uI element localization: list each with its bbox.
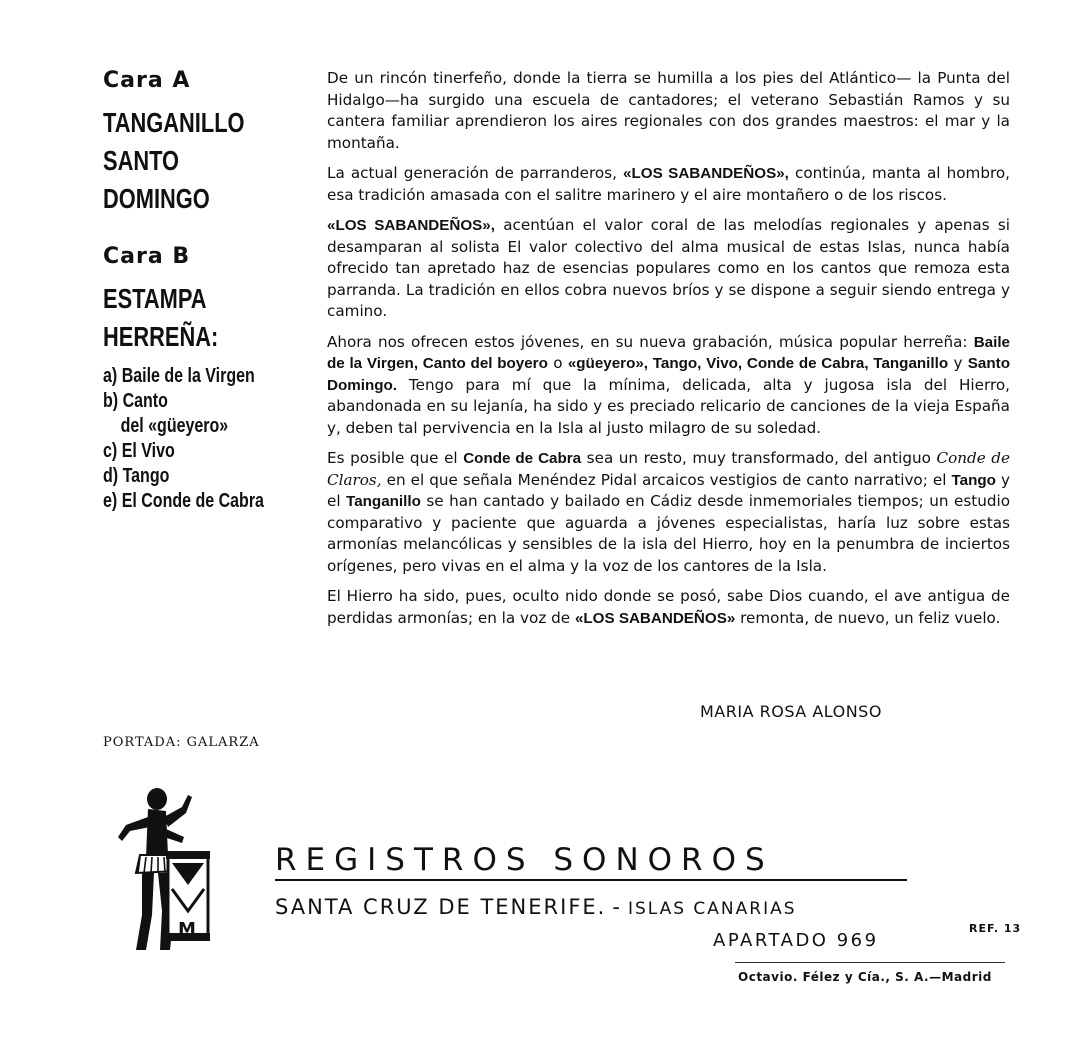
paragraph-3: «LOS SABANDEÑOS», acentúan el valor coral de las melodías regionales y apenas si desamparan al solista El valor colectivo del alma musical de estas Islas, nunca había ofrecido tan apretado haz de esencias populares como en los cantos que remoza esta parranda. La tradición en ellos cobra nuevos bríos y se dispone a seguir siendo entrega y camino. xyxy=(327,216,1010,320)
printer-credit: Octavio. Félez y Cía., S. A.—Madrid xyxy=(738,970,992,984)
po-box: APARTADO 969 xyxy=(713,930,879,951)
label-brand: REGISTROS SONOROS xyxy=(275,842,774,878)
dancer-drum-logo-icon xyxy=(112,785,220,955)
list-item: c) El Vivo xyxy=(103,440,175,462)
paragraph-5: Es posible que el Conde de Cabra sea un resto, muy transformado, del antiguo Conde de Claros, en el que señala Menéndez Pidal arcaicos vestigios de canto narrativo; el Tango y el Tanganillo se han cantado y bailado en Cádiz desde inmemoriales tiempos; un estudio comparativo y paciente que aguarda a jóvenes especialistas, haría luz sobre estas armonías melancólicas y sensibles de la isla del Hierro, hoy en la penumbra de inciertos orígenes, pero vivas en el alma y la voz de los cantores de la Isla. xyxy=(327,449,1010,575)
cover-credit: PORTADA: GALARZA xyxy=(103,735,260,750)
list-item: d) Tango xyxy=(103,465,170,487)
side-b-title-2: HERREÑA: xyxy=(103,321,219,352)
svg-text:M: M xyxy=(178,919,196,940)
divider xyxy=(275,879,907,881)
track-listing xyxy=(103,68,293,514)
track-domingo: DOMINGO xyxy=(103,183,210,214)
liner-notes xyxy=(327,68,1010,638)
catalog-reference: REF. 13 xyxy=(969,922,1022,935)
paragraph-4: Ahora nos ofrecen estos jóvenes, en su nueva grabación, música popular herreña: Baile de la Virgen, Canto del boyero o «güeyero», Tango, Vivo, Conde de Cabra, Tanganillo y Santo Domingo. Tengo para mí que la mínima, delicada, alta y jugosa isla del Hierro, abandonada en su lejanía, ha sido y es preciado relicario de canciones de la vieja España y, deben tal pervivencia en la Isla al justo milagro de su soledad. xyxy=(327,332,1010,437)
author-signature: MARIA ROSA ALONSO xyxy=(700,702,882,721)
side-b-track-list xyxy=(103,364,293,514)
side-a-label: Cara A xyxy=(103,68,191,93)
track-tanganillo: TANGANILLO xyxy=(103,107,245,138)
track-santo: SANTO xyxy=(103,145,180,176)
list-item: e) El Conde de Cabra xyxy=(103,490,264,512)
paragraph-6: El Hierro ha sido, pues, oculto nido donde se posó, sabe Dios cuando, el ave antigua de perdidas armonías; en la voz de «LOS SABANDEÑOS» remonta, de nuevo, un feliz vuelo. xyxy=(327,587,1010,627)
paragraph-1: De un rincón tinerfeño, donde la tierra se humilla a los pies del Atlántico— la Punta del Hidalgo—ha surgido una escuela de cantadores; el veterano Sebastián Ramos y su cantera familiar aprendieron los aires regionales con dos grandes maestros: el mar y la montaña. xyxy=(327,69,1010,152)
side-b-label: Cara B xyxy=(103,244,191,269)
list-item: a) Baile de la Virgen xyxy=(103,365,255,387)
paragraph-2: La actual generación de parranderos, «LOS SABANDEÑOS», continúa, manta al hombro, esa tradición amasada con el salitre marinero y el aire montañero o de los riscos. xyxy=(327,164,1010,204)
list-item: b) Canto del «güeyero» xyxy=(103,390,229,437)
divider xyxy=(735,962,1005,963)
label-address: SANTA CRUZ DE TENERIFE. - ISLAS CANARIAS xyxy=(275,895,797,919)
side-b-title-1: ESTAMPA xyxy=(103,283,207,314)
